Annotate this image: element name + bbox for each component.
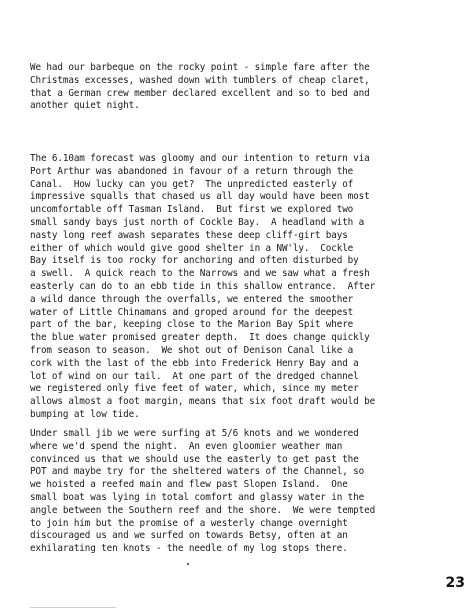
page-number: 23 bbox=[445, 575, 465, 591]
paragraph-barbeque: We had our barbeque on the rocky point - simple fare after the Christmas excesses, washed down with tumblers of cheap claret, that a German crew member declared excellent and so to bed and another quiet night. bbox=[30, 62, 370, 112]
speck-mark bbox=[187, 563, 189, 565]
paragraph-surfing: Under small jib we were surfing at 5/6 knots and we wondered where we'd spend the night. An even gloomier weather man convinced us that we should use the easterly to get past the POT and maybe try for the sheltered waters of the Channel, so we hoisted a reefed main and flew past Slopen Island. One small boat was lying in total comfort and glassy water in the angle between the Southern reef and the shore. We were tempted to join him but the promise of a westerly change overnight discouraged us and we surfed on towards Betsy, often at an exhilarating ten knots - the needle of my log stops there. bbox=[30, 428, 376, 555]
bottom-edge-line bbox=[30, 607, 116, 608]
paragraph-forecast: The 6.10am forecast was gloomy and our intention to return via Port Arthur was abandoned in favour of a return through the Canal. How lucky can you get? The unpredicted easterly of impressive squalls that chased us all day would have been most uncomfortable off Tasman Island. But first we explored two small sandy bays just north of Cockle Bay. A headland with a nasty long reef awash separates these deep cliff-girt bays either of which would give good shelter in a NW'ly. Cockle Bay itself is too rocky for anchoring and often disturbed by a swell. A quick reach to the Narrows and we saw what a fresh easterly can do to an ebb tide in this shallow entrance. After a wild dance through the overfalls, we entered the smoother water of Little Chinamans and groped around for the deepest part of the bar, keeping close to the Marion Bay Spit where the blue water promised greater depth. It does change quickly from season to season. We shot out of Denison Canal like a cork with the last of the ebb into Frederick Henry Bay and a lot of wind on our tail. At one part of the dredged channel we registered only five feet of water, which, since my meter allows almost a foot margin, means that six foot draft would be bumping at low tide. bbox=[30, 153, 376, 420]
